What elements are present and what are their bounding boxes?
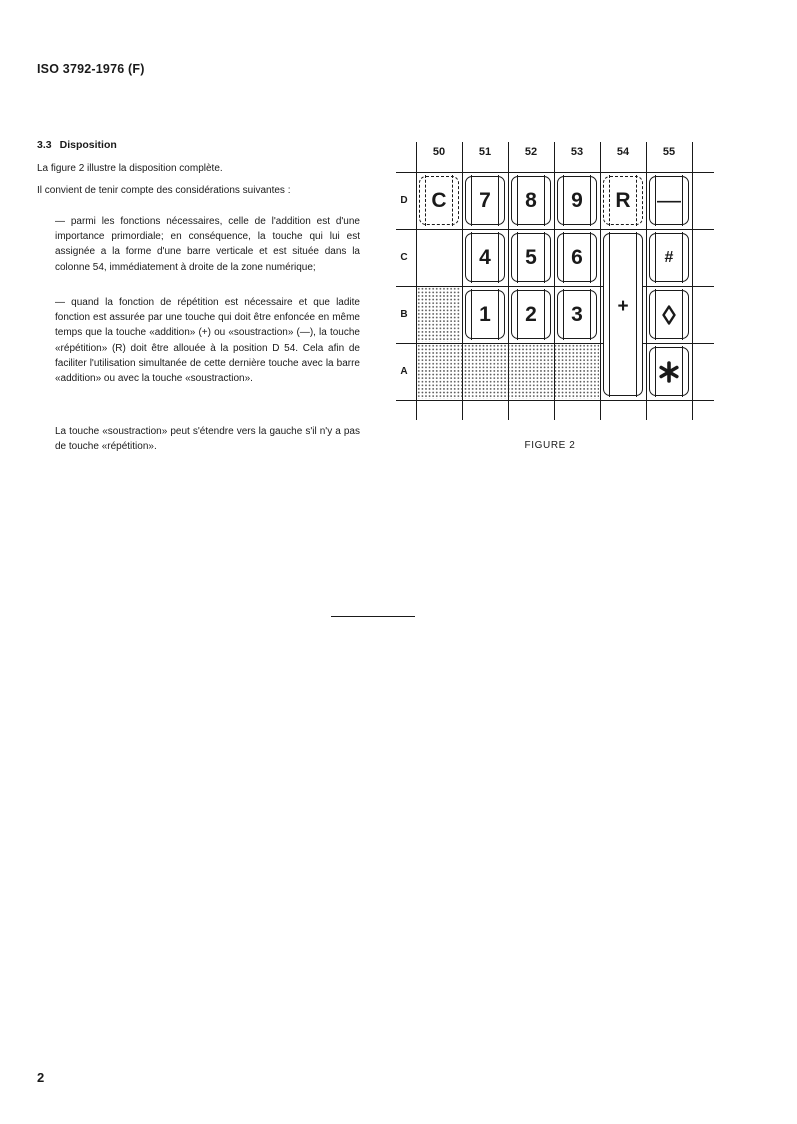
key-7[interactable] <box>465 176 505 225</box>
document-header: ISO 3792-1976 (F) <box>37 62 145 76</box>
row-label: D <box>400 194 408 206</box>
key-4[interactable] <box>465 233 505 282</box>
key-label: R <box>615 188 631 212</box>
column-label: 55 <box>662 146 676 158</box>
page-number: 2 <box>37 1070 45 1085</box>
grid-line-horizontal <box>396 343 714 344</box>
column-label: 53 <box>570 146 584 158</box>
key-label: C <box>431 188 447 212</box>
asterisk-icon <box>658 361 680 383</box>
paragraph-text: La figure 2 illustre la disposition complète. <box>37 163 223 174</box>
paragraph-text: — quand la fonction de répétition est nécessaire et que ladite fonction est assurée par une touche qui doit être enfoncée en même temps que la touche «addition» (+) ou «soustraction» (—), la touche «répétition» (R) doit être allouée à la position D 54. Cela afin de faciliter l'utilisation simultanée de cette dernière touche avec la barre «addition» ou avec la touche «soustraction». <box>55 297 360 385</box>
key-label: 4 <box>479 245 491 269</box>
row-label: B <box>400 308 408 320</box>
paragraph-text: — parmi les fonctions nécessaires, celle de l'addition est d'une importance primordiale; en conséquence, la touche qui lui est assignée a la forme d'une barre verticale et est située dans la colonne 54, immédiatement à droite de la zone numérique; <box>55 216 360 273</box>
column-label: 50 <box>432 146 446 158</box>
key-label: 1 <box>479 302 491 326</box>
column-label: 51 <box>478 146 492 158</box>
key-repeat[interactable] <box>603 176 643 225</box>
key-clear[interactable] <box>419 176 459 225</box>
paragraph-considerations-intro <box>37 183 360 198</box>
key-1[interactable] <box>465 290 505 339</box>
key-label: 2 <box>525 302 537 326</box>
key-hash[interactable] <box>649 233 689 282</box>
key-6[interactable] <box>557 233 597 282</box>
section-heading <box>37 139 117 151</box>
paragraph-repeat-key <box>55 295 360 386</box>
paragraph-addition-key <box>55 214 360 275</box>
diamond-icon <box>662 305 676 325</box>
key-8[interactable] <box>511 176 551 225</box>
key-label: 8 <box>525 188 537 212</box>
key-label: 7 <box>479 188 491 212</box>
section-number: 3.3 <box>37 139 52 151</box>
key-asterisk[interactable] <box>649 347 689 396</box>
grid-line-vertical <box>646 142 647 420</box>
key-label: 3 <box>571 302 583 326</box>
grid-line-horizontal <box>396 286 714 287</box>
paragraph-text: La touche «soustraction» peut s'étendre vers la gauche s'il n'y a pas de touche «répétition». <box>55 426 360 453</box>
figure-caption: FIGURE 2 <box>524 440 576 451</box>
grid-line-vertical <box>462 142 463 420</box>
key-label: 5 <box>525 245 537 269</box>
row-label: C <box>400 251 408 263</box>
separator-rule <box>331 616 415 617</box>
paragraph-text: Il convient de tenir compte des considérations suivantes : <box>37 185 291 196</box>
column-label: 54 <box>616 146 630 158</box>
grid-line-vertical <box>508 142 509 420</box>
paragraph-subtract-key <box>55 424 360 454</box>
key-subtract[interactable] <box>649 176 689 225</box>
key-9[interactable] <box>557 176 597 225</box>
key-label: + <box>617 296 629 317</box>
shaded-area-0 <box>417 287 461 342</box>
grid-line-vertical <box>600 142 601 420</box>
grid-line-vertical <box>554 142 555 420</box>
key-label: 9 <box>571 188 583 212</box>
grid-line-horizontal <box>396 400 714 401</box>
key-3[interactable] <box>557 290 597 339</box>
grid-line-vertical <box>692 142 693 420</box>
key-5[interactable] <box>511 233 551 282</box>
key-label: 6 <box>571 245 583 269</box>
grid-line-vertical <box>416 142 417 420</box>
key-diamond[interactable] <box>649 290 689 339</box>
grid-line-horizontal <box>396 172 714 173</box>
key-2[interactable] <box>511 290 551 339</box>
key-label: # <box>664 248 674 266</box>
paragraph-figure-reference <box>37 161 360 176</box>
grid-line-horizontal <box>396 229 714 230</box>
column-label: 52 <box>524 146 538 158</box>
row-label: A <box>400 365 408 377</box>
section-title: Disposition <box>59 139 117 151</box>
key-label: — <box>657 186 681 214</box>
key-add-bar[interactable] <box>603 233 643 396</box>
